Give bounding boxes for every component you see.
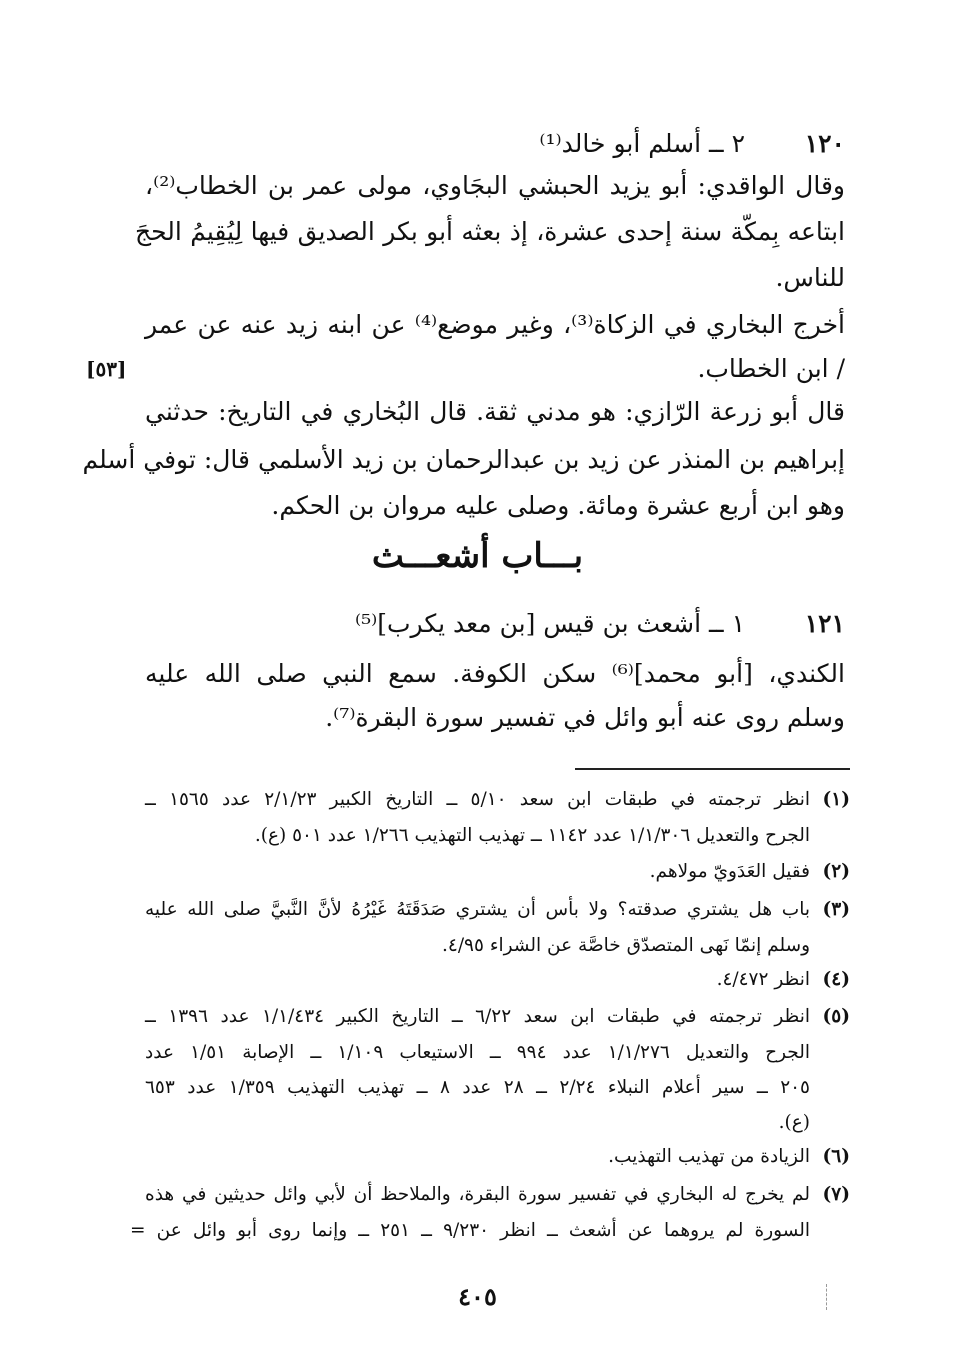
footnote-line: الزيادة من تهذيب التهذيب.: [608, 1146, 810, 1167]
footnote-number: (٣): [822, 899, 850, 920]
footnote-number: (٦): [822, 1146, 850, 1167]
footnote-number: (٤): [822, 969, 850, 990]
text-line: قال أبو زرعة الرّازي: هو مدني ثقة. قال البُخاري في التاريخ: حدثني: [145, 397, 845, 426]
footnote-line: الجرح والتعديل ١/١/٣٠٦ عدد ١١٤٢ ــ تهذيب التهذيب ١/٢٦٦ عدد ٥٠١ (ع).: [254, 825, 810, 846]
entry-number: ١٢١: [804, 609, 845, 638]
text-line: الكندي، [أبو محمد]⁽⁶⁾ سكن الكوفة. سمع النبي صلى الله عليه: [145, 659, 845, 688]
footnote-line: باب هل يشتري صدقته؟ ولا بأس أن يشتري صَدَقَتَهُ غَيْرُهُ لأنَّ النَّبيَّ صلى الله عليه: [145, 899, 810, 920]
text-line: وقال الواقدي: أبو يزيد الحبشي البجَاوي، مولى عمر بن الخطاب⁽²⁾،: [145, 171, 845, 200]
footnote-line: ٢٠٥ ــ سير أعلام النبلاء ٢/٢٤ ــ ٢٨ عدد ٨ ــ تهذيب التهذيب ١/٣٥٩ عدد ٦٥٣: [145, 1077, 810, 1098]
footnote-line: السورة لم يروهما عن أشعث ــ انظر ٩/٢٣٠ ــ ٢٥١ ــ وإنما روى أبو وائل عن =: [130, 1220, 810, 1241]
footnote-line: انظر ترجمته في طبقات ابن سعد ٥/١٠ ــ التاريخ الكبير ٢/١/٢٣ عدد ١٥٦٥ ــ: [145, 789, 811, 810]
entry-title: ٢ ــ أسلم أبو خالد⁽¹⁾: [539, 129, 745, 158]
footnote-line: الجرح والتعديل ١/١/٢٧٦ عدد ٩٩٤ ــ الاستيعاب ١/١٠٩ ــ الإصابة ١/٥١ عدد: [145, 1042, 810, 1063]
footnote-line: وسلم إنمّا نَهى المتصدّق خاصَّة عن الشراء ٤/٩٥.: [442, 935, 810, 956]
text-line: أخرج البخاري في الزكاة⁽³⁾، وغير موضع⁽⁴⁾ عن ابنه زيد عنه عن عمر: [145, 310, 846, 339]
text-line: وهو ابن أربع عشرة ومائة. وصلى عليه مروان بن الحكم.: [271, 491, 845, 520]
footnote-number: (٥): [822, 1006, 850, 1027]
footnote-line: (ع).: [778, 1112, 810, 1133]
footnote-number: (١): [822, 789, 850, 810]
footnote-line: فقيل العَدَويّ مولاهم.: [649, 861, 810, 882]
text-line: للناس.: [775, 263, 845, 292]
footnote-line: انظر ٤/٤٧٢.: [716, 969, 810, 990]
section-heading: بـــاب أشعـــث: [371, 536, 584, 576]
footnote-number: (٢): [822, 861, 850, 882]
text-line: ابتاعه بِمكّة سنة إحدى عشرة، إذ بعثه أبو بكر الصديق فيها لِيُقِيمُ الحجَ: [135, 217, 845, 246]
footnote-line: لم يخرج له البخاري في تفسير سورة البقرة، والملاحظ أن لأبي وائل حديثين في هذه: [145, 1184, 810, 1205]
footnote-separator: [575, 768, 850, 770]
footnote-line: انظر ترجمته في طبقات ابن سعد ٦/٢٢ ــ التاريخ الكبير ١/١/٤٣٤ عدد ١٣٩٦ ــ: [145, 1006, 811, 1027]
scan-edge-mark: [826, 1284, 827, 1310]
text-line: إبراهيم بن المنذر عن زيد بن عبدالرحمان بن زيد الأسلمي قال: توفي أسلم: [82, 445, 845, 474]
margin-reference: [٥٣]: [86, 357, 127, 381]
text-line: / ابن الخطاب.: [697, 354, 845, 383]
text-line: وسلم روى عنه أبو وائل في تفسير سورة البقرة⁽⁷⁾.: [325, 703, 845, 732]
entry-number: ١٢٠: [804, 129, 845, 158]
page-number: ٤٠٥: [458, 1282, 497, 1311]
entry-title: ١ ــ أشعث بن قيس [بن معد يكرب]⁽⁵⁾: [354, 609, 745, 638]
footnote-number: (٧): [822, 1184, 850, 1205]
